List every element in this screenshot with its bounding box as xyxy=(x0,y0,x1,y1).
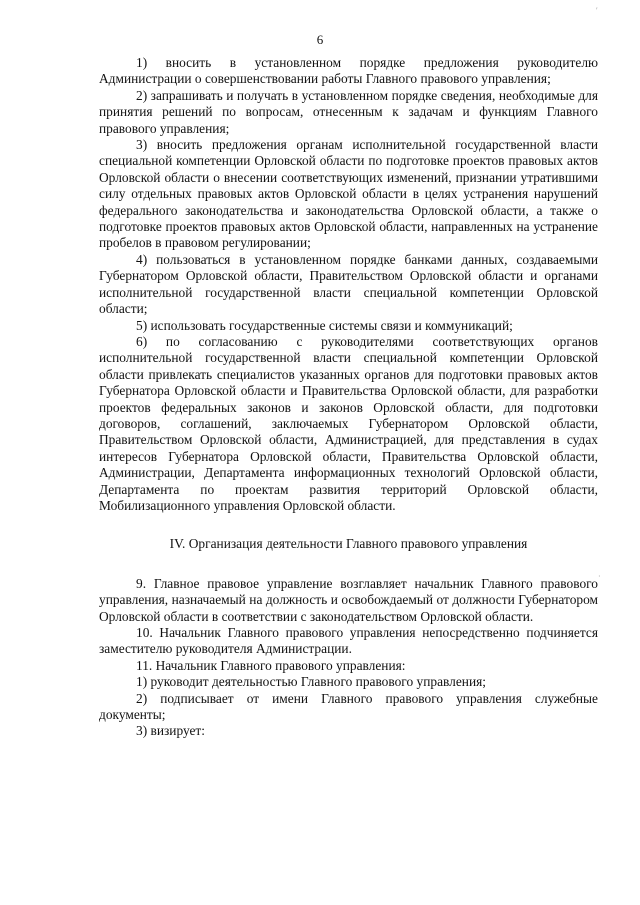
paragraph-11: 11. Начальник Главного правового управления: xyxy=(136,657,406,673)
paragraph-right-2: 2) запрашивать и получать в установленном порядке сведения, необходимые для принятия решений по вопросам, отнесенным к задачам и функциям Главного правового управления; xyxy=(99,87,598,136)
paragraph-right-4: 4) пользоваться в установленном порядке банками данных, создаваемыми Губернатором Орловской области, Правительством Орловской области и органами исполнительной государственной власти специальной компетенции Орловской области; xyxy=(99,251,598,317)
document-body xyxy=(99,55,598,740)
paragraph-right-6: 6) по согласованию с руководителями соответствующих органов исполнительной государственной власти специальной компетенции Орловской области привлекать специалистов указанных органов для подготовки правовых актов Губернатора Орловской области и Правительства Орловской области, для разработки проектов федеральных законов и законов Орловской области, для подготовки договоров, соглашений, заключаемых Губернатором Орловской области, Правительством Орловской области, Администрацией, для представления в судах интересов Губернатора Орловской области, Правительства Орловской области, Администрации, Департамента информационных технологий Орловской области, Департамента по проектам развития территорий Орловской области, Мобилизационного управления Орловской области. xyxy=(99,333,598,513)
paragraph-10: 10. Начальник Главного правового управления непосредственно подчиняется заместителю руководителя Администрации. xyxy=(99,625,598,657)
paragraph-11-item-3: 3) визирует: xyxy=(136,723,205,739)
section-heading: IV. Организация деятельности Главного правового управления xyxy=(169,536,528,552)
paragraph-right-5: 5) использовать государственные системы связи и коммуникаций; xyxy=(136,317,513,333)
paragraph-right-3: 3) вносить предложения органам исполнительной государственной власти специальной компетенции Орловской области по подготовке проектов правовых актов Орловской области о внесении соответствующих изменений, признании утратившими силу отдельных правовых актов Орловской области в целях устранения нарушений федерального законодательства и законодательства Орловской области, а также о подготовке проектов правовых актов Орловской области, направленных на устранение пробелов в правовом регулировании; xyxy=(99,137,598,251)
paragraph-9: 9. Главное правовое управление возглавляет начальник Главного правового управления, назначаемый на должность и освобождаемый от должности Губернатором Орловской области в соответствии с законодательством Орловской области. xyxy=(99,575,598,624)
scan-mark: · xyxy=(598,572,601,581)
page-number: 6 xyxy=(316,32,324,47)
paragraph-11-item-2: 2) подписывает от имени Главного правового управления служебные документы; xyxy=(99,690,598,723)
scan-mark: ′ xyxy=(596,6,598,15)
paragraph-right-1: 1) вносить в установленном порядке предложения руководителю Администрации о совершенствовании работы Главного правового управления; xyxy=(99,55,598,87)
paragraph-11-item-1: 1) руководит деятельностью Главного правового управления; xyxy=(136,674,486,690)
